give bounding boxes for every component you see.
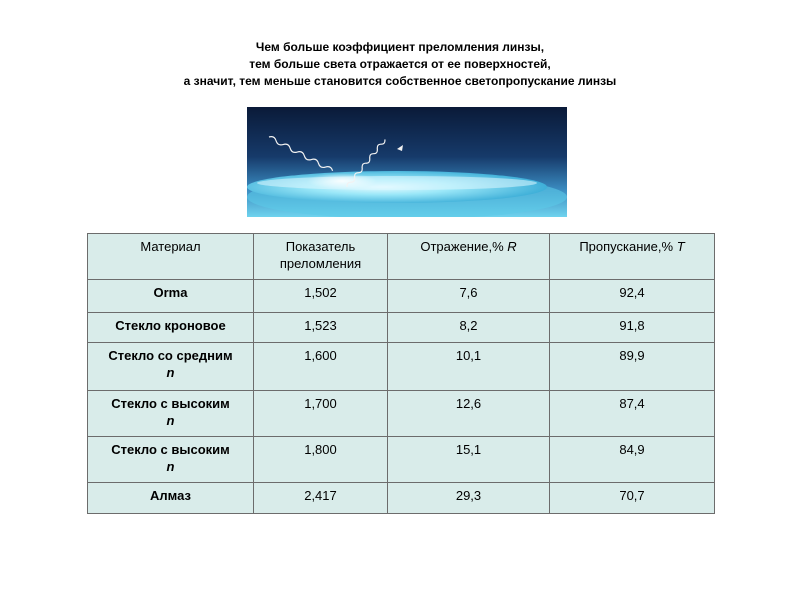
- header-refraction: [254, 234, 388, 280]
- cell-refraction: 2,417: [254, 483, 388, 514]
- header-reflection: [388, 234, 550, 280]
- cell-material: [88, 343, 254, 391]
- cell-reflection: 12,6: [388, 391, 550, 437]
- header-transmission-symbol: T: [676, 239, 685, 254]
- header-refraction-text: Показатель преломления: [279, 239, 362, 271]
- cell-reflection: 7,6: [388, 280, 550, 313]
- refraction-table: [87, 233, 715, 514]
- lens-image-svg: [247, 107, 567, 217]
- material-text: Стекло кроновое: [115, 318, 226, 333]
- table-row: [88, 280, 715, 313]
- cell-refraction: 1,502: [254, 280, 388, 313]
- cell-material: [88, 437, 254, 483]
- cell-transmission: 91,8: [550, 313, 715, 343]
- title-line-1: Чем больше коэффициент преломления линзы,: [255, 40, 545, 54]
- material-symbol: n: [166, 365, 175, 380]
- header-material: [88, 234, 254, 280]
- title-line-3: а значит, тем меньше становится собственное светопропускание линзы: [183, 74, 617, 88]
- slide-title: [0, 39, 800, 90]
- cell-refraction: 1,700: [254, 391, 388, 437]
- material-text: Стекло с высоким: [111, 442, 230, 457]
- header-reflection-symbol: R: [507, 239, 517, 254]
- cell-refraction: 1,523: [254, 313, 388, 343]
- cell-transmission: 70,7: [550, 483, 715, 514]
- lens-light-reflection-image: [247, 107, 567, 217]
- cell-refraction: 1,800: [254, 437, 388, 483]
- material-text: Orma: [153, 285, 188, 300]
- material-symbol: n: [166, 413, 175, 428]
- header-reflection-text: Отражение,%: [420, 239, 504, 254]
- cell-transmission: 84,9: [550, 437, 715, 483]
- cell-transmission: 92,4: [550, 280, 715, 313]
- cell-transmission: 89,9: [550, 343, 715, 391]
- header-material-text: Материал: [140, 239, 201, 254]
- cell-transmission: 87,4: [550, 391, 715, 437]
- cell-material: [88, 483, 254, 514]
- cell-reflection: 29,3: [388, 483, 550, 514]
- cell-material: [88, 391, 254, 437]
- material-text: Стекло со средним: [108, 348, 233, 363]
- header-transmission: [550, 234, 715, 280]
- material-text: Алмаз: [150, 488, 191, 503]
- cell-material: [88, 280, 254, 313]
- cell-reflection: 8,2: [388, 313, 550, 343]
- cell-material: [88, 313, 254, 343]
- table-row: [88, 437, 715, 483]
- cell-refraction: 1,600: [254, 343, 388, 391]
- title-line-2: тем больше света отражается от ее поверхностей,: [249, 57, 551, 71]
- cell-reflection: 15,1: [388, 437, 550, 483]
- table-row: [88, 313, 715, 343]
- table-row: [88, 343, 715, 391]
- table-header-row: [88, 234, 715, 280]
- table-row: [88, 391, 715, 437]
- material-text: Стекло с высоким: [111, 396, 230, 411]
- table-row: [88, 483, 715, 514]
- material-symbol: n: [166, 459, 175, 474]
- cell-reflection: 10,1: [388, 343, 550, 391]
- header-transmission-text: Пропускание,%: [579, 239, 674, 254]
